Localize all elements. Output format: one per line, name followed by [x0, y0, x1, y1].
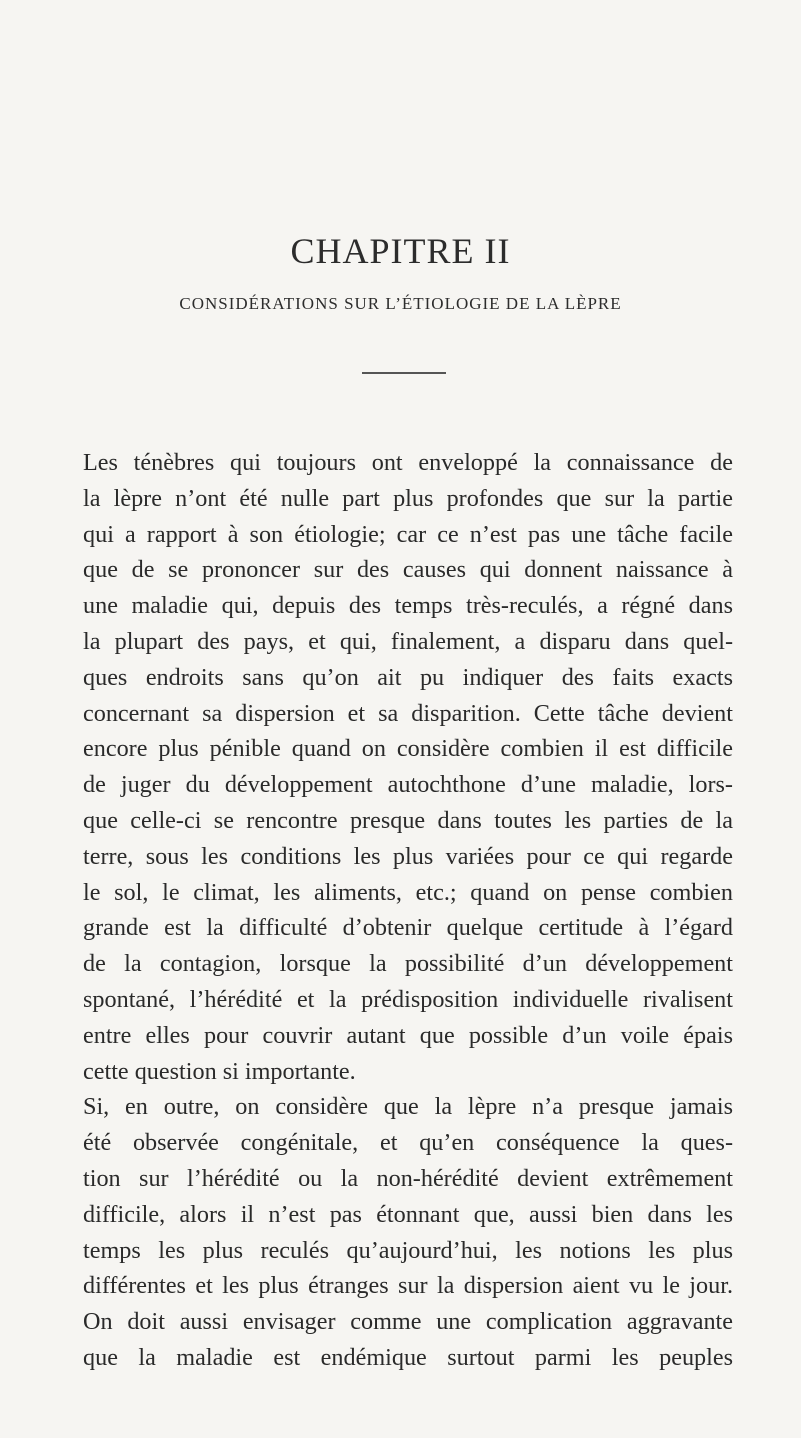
- text-line: spontané, l’hérédité et la prédisposition individuelle rivalisent: [83, 985, 733, 1013]
- text-line: une maladie qui, depuis des temps très-reculés, a régné dans: [83, 592, 733, 620]
- section-divider: [362, 372, 446, 374]
- text-line: de la contagion, lorsque la possibilité d’un développement: [83, 950, 733, 978]
- text-line: différentes et les plus étranges sur la dispersion aient vu le jour.: [83, 1272, 733, 1300]
- text-line: entre elles pour couvrir autant que possible d’un voile épais: [83, 1021, 733, 1049]
- text-line: Si, en outre, on considère que la lèpre n’a presque jamais: [83, 1093, 733, 1121]
- text-line: que de se prononcer sur des causes qui donnent naissance à: [83, 556, 733, 584]
- text-line: temps les plus reculés qu’aujourd’hui, les notions les plus: [83, 1236, 733, 1264]
- text-line: tion sur l’hérédité ou la non-hérédité devient extrêmement: [83, 1164, 733, 1192]
- text-line: été observée congénitale, et qu’en conséquence la ques-: [83, 1129, 733, 1157]
- text-line: qui a rapport à son étiologie; car ce n’est pas une tâche facile: [83, 520, 733, 548]
- text-line: que la maladie est endémique surtout parmi les peuples: [83, 1343, 733, 1371]
- text-line: On doit aussi envisager comme une complication aggravante: [83, 1308, 733, 1336]
- text-line: cette question si importante.: [83, 1057, 356, 1085]
- text-line: terre, sous les conditions les plus variées pour ce qui regarde: [83, 842, 733, 870]
- text-line: concernant sa dispersion et sa disparition. Cette tâche devient: [83, 699, 733, 727]
- text-line: de juger du développement autochthone d’une maladie, lors-: [83, 771, 733, 799]
- chapter-title: CHAPITRE II: [290, 231, 511, 271]
- text-line: difficile, alors il n’est pas étonnant que, aussi bien dans les: [83, 1200, 733, 1228]
- text-line: ques endroits sans qu’on ait pu indiquer des faits exacts: [83, 663, 733, 691]
- chapter-subtitle: CONSIDÉRATIONS SUR L’ÉTIOLOGIE DE LA LÈPRE: [179, 294, 622, 313]
- text-line: encore plus pénible quand on considère combien il est difficile: [83, 735, 733, 763]
- text-line: que celle-ci se rencontre presque dans toutes les parties de la: [83, 806, 733, 834]
- body-text: [83, 445, 733, 1376]
- text-line: le sol, le climat, les aliments, etc.; quand on pense combien: [83, 878, 733, 906]
- text-line: Les ténèbres qui toujours ont enveloppé la connaissance de: [83, 449, 733, 476]
- text-line: la lèpre n’ont été nulle part plus profondes que sur la partie: [83, 484, 733, 512]
- text-line: grande est la difficulté d’obtenir quelque certitude à l’égard: [83, 914, 733, 942]
- text-line: la plupart des pays, et qui, finalement, a disparu dans quel-: [83, 627, 733, 655]
